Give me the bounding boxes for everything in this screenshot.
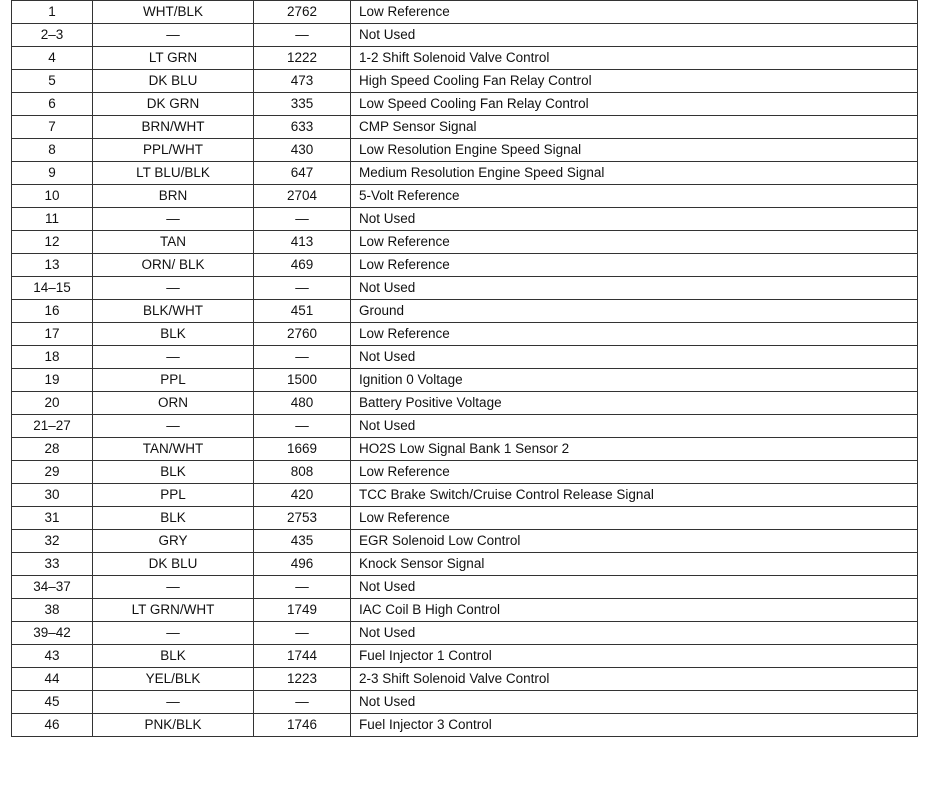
circuit-number-cell: 1744: [254, 645, 351, 668]
pin-function-cell: Low Speed Cooling Fan Relay Control: [351, 93, 918, 116]
table-row: [12, 392, 918, 415]
pin-function-cell: Ground: [351, 300, 918, 323]
circuit-number-cell: —: [254, 576, 351, 599]
circuit-number-cell: 1749: [254, 599, 351, 622]
wire-color-cell: BLK: [93, 323, 254, 346]
pinout-table-body: [12, 1, 918, 737]
pin-number-cell: 46: [12, 714, 93, 737]
pin-number-cell: 7: [12, 116, 93, 139]
pin-function-cell: Medium Resolution Engine Speed Signal: [351, 162, 918, 185]
wire-color-cell: —: [93, 415, 254, 438]
circuit-number-cell: 1223: [254, 668, 351, 691]
table-row: [12, 438, 918, 461]
pin-function-cell: Low Reference: [351, 507, 918, 530]
table-row: [12, 300, 918, 323]
table-row: [12, 553, 918, 576]
table-row: [12, 1, 918, 24]
wire-color-cell: DK BLU: [93, 553, 254, 576]
pin-function-cell: Not Used: [351, 576, 918, 599]
wire-color-cell: ORN/ BLK: [93, 254, 254, 277]
pin-number-cell: 39–42: [12, 622, 93, 645]
circuit-number-cell: 1500: [254, 369, 351, 392]
table-row: [12, 116, 918, 139]
circuit-number-cell: —: [254, 415, 351, 438]
pin-number-cell: 13: [12, 254, 93, 277]
circuit-number-cell: 420: [254, 484, 351, 507]
pin-function-cell: 1-2 Shift Solenoid Valve Control: [351, 47, 918, 70]
pin-number-cell: 18: [12, 346, 93, 369]
pin-function-cell: TCC Brake Switch/Cruise Control Release Signal: [351, 484, 918, 507]
pin-number-cell: 4: [12, 47, 93, 70]
wire-color-cell: BLK/WHT: [93, 300, 254, 323]
wire-color-cell: PPL/WHT: [93, 139, 254, 162]
table-row: [12, 530, 918, 553]
wire-color-cell: BRN/WHT: [93, 116, 254, 139]
pin-number-cell: 1: [12, 1, 93, 24]
circuit-number-cell: —: [254, 24, 351, 47]
pin-function-cell: High Speed Cooling Fan Relay Control: [351, 70, 918, 93]
circuit-number-cell: 808: [254, 461, 351, 484]
pin-function-cell: Fuel Injector 1 Control: [351, 645, 918, 668]
circuit-number-cell: 1746: [254, 714, 351, 737]
wire-color-cell: LT BLU/BLK: [93, 162, 254, 185]
table-row: [12, 461, 918, 484]
table-row: [12, 645, 918, 668]
pin-function-cell: IAC Coil B High Control: [351, 599, 918, 622]
wire-color-cell: BLK: [93, 461, 254, 484]
table-row: [12, 93, 918, 116]
circuit-number-cell: 451: [254, 300, 351, 323]
pin-function-cell: Low Resolution Engine Speed Signal: [351, 139, 918, 162]
pin-function-cell: Low Reference: [351, 323, 918, 346]
table-row: [12, 714, 918, 737]
circuit-number-cell: —: [254, 622, 351, 645]
pin-function-cell: Not Used: [351, 691, 918, 714]
pin-number-cell: 6: [12, 93, 93, 116]
table-row: [12, 47, 918, 70]
wire-color-cell: TAN/WHT: [93, 438, 254, 461]
circuit-number-cell: 413: [254, 231, 351, 254]
table-row: [12, 208, 918, 231]
table-row: [12, 369, 918, 392]
wire-color-cell: DK BLU: [93, 70, 254, 93]
table-row: [12, 346, 918, 369]
pin-number-cell: 28: [12, 438, 93, 461]
pin-function-cell: Not Used: [351, 415, 918, 438]
pin-function-cell: 5-Volt Reference: [351, 185, 918, 208]
circuit-number-cell: —: [254, 208, 351, 231]
table-row: [12, 622, 918, 645]
table-row: [12, 507, 918, 530]
wire-color-cell: —: [93, 24, 254, 47]
table-row: [12, 24, 918, 47]
pin-number-cell: 9: [12, 162, 93, 185]
table-row: [12, 277, 918, 300]
pin-number-cell: 2–3: [12, 24, 93, 47]
pin-number-cell: 32: [12, 530, 93, 553]
table-row: [12, 323, 918, 346]
pin-function-cell: HO2S Low Signal Bank 1 Sensor 2: [351, 438, 918, 461]
circuit-number-cell: 2753: [254, 507, 351, 530]
pin-number-cell: 33: [12, 553, 93, 576]
pin-number-cell: 19: [12, 369, 93, 392]
wire-color-cell: —: [93, 208, 254, 231]
pin-function-cell: Fuel Injector 3 Control: [351, 714, 918, 737]
wire-color-cell: —: [93, 622, 254, 645]
circuit-number-cell: 473: [254, 70, 351, 93]
circuit-number-cell: —: [254, 346, 351, 369]
pin-number-cell: 8: [12, 139, 93, 162]
circuit-number-cell: 2762: [254, 1, 351, 24]
pin-number-cell: 31: [12, 507, 93, 530]
circuit-number-cell: 647: [254, 162, 351, 185]
circuit-number-cell: —: [254, 277, 351, 300]
pin-function-cell: Low Reference: [351, 1, 918, 24]
circuit-number-cell: 435: [254, 530, 351, 553]
table-row: [12, 162, 918, 185]
wire-color-cell: BRN: [93, 185, 254, 208]
pin-number-cell: 12: [12, 231, 93, 254]
pin-function-cell: 2-3 Shift Solenoid Valve Control: [351, 668, 918, 691]
table-row: [12, 70, 918, 93]
table-row: [12, 185, 918, 208]
circuit-number-cell: 1222: [254, 47, 351, 70]
pin-number-cell: 21–27: [12, 415, 93, 438]
circuit-number-cell: 469: [254, 254, 351, 277]
wire-color-cell: PNK/BLK: [93, 714, 254, 737]
table-row: [12, 139, 918, 162]
table-row: [12, 484, 918, 507]
pin-function-cell: Not Used: [351, 24, 918, 47]
pin-number-cell: 14–15: [12, 277, 93, 300]
pin-number-cell: 45: [12, 691, 93, 714]
table-row: [12, 599, 918, 622]
pin-number-cell: 16: [12, 300, 93, 323]
wire-color-cell: BLK: [93, 645, 254, 668]
circuit-number-cell: 1669: [254, 438, 351, 461]
circuit-number-cell: 496: [254, 553, 351, 576]
circuit-number-cell: 430: [254, 139, 351, 162]
pin-number-cell: 29: [12, 461, 93, 484]
wire-color-cell: —: [93, 277, 254, 300]
wire-color-cell: WHT/BLK: [93, 1, 254, 24]
table-row: [12, 668, 918, 691]
wire-color-cell: —: [93, 346, 254, 369]
wire-color-cell: —: [93, 576, 254, 599]
circuit-number-cell: 2760: [254, 323, 351, 346]
wire-color-cell: YEL/BLK: [93, 668, 254, 691]
pin-number-cell: 38: [12, 599, 93, 622]
pin-function-cell: Low Reference: [351, 461, 918, 484]
pin-function-cell: Low Reference: [351, 231, 918, 254]
pin-number-cell: 34–37: [12, 576, 93, 599]
wire-color-cell: —: [93, 691, 254, 714]
pin-function-cell: Not Used: [351, 622, 918, 645]
pin-number-cell: 17: [12, 323, 93, 346]
wire-color-cell: PPL: [93, 369, 254, 392]
circuit-number-cell: 2704: [254, 185, 351, 208]
pin-function-cell: Low Reference: [351, 254, 918, 277]
pin-function-cell: Battery Positive Voltage: [351, 392, 918, 415]
circuit-number-cell: 633: [254, 116, 351, 139]
pin-function-cell: Not Used: [351, 346, 918, 369]
pin-function-cell: Ignition 0 Voltage: [351, 369, 918, 392]
wire-color-cell: DK GRN: [93, 93, 254, 116]
pin-function-cell: CMP Sensor Signal: [351, 116, 918, 139]
wire-color-cell: BLK: [93, 507, 254, 530]
table-row: [12, 576, 918, 599]
wire-color-cell: LT GRN: [93, 47, 254, 70]
pin-number-cell: 11: [12, 208, 93, 231]
pin-number-cell: 5: [12, 70, 93, 93]
pin-number-cell: 20: [12, 392, 93, 415]
wire-color-cell: LT GRN/WHT: [93, 599, 254, 622]
pin-function-cell: Knock Sensor Signal: [351, 553, 918, 576]
pin-number-cell: 10: [12, 185, 93, 208]
wire-color-cell: ORN: [93, 392, 254, 415]
pin-number-cell: 44: [12, 668, 93, 691]
circuit-number-cell: 335: [254, 93, 351, 116]
wire-color-cell: TAN: [93, 231, 254, 254]
table-row: [12, 691, 918, 714]
pin-function-cell: Not Used: [351, 277, 918, 300]
connector-pinout-table: [11, 0, 918, 737]
pin-number-cell: 43: [12, 645, 93, 668]
table-row: [12, 415, 918, 438]
pin-function-cell: EGR Solenoid Low Control: [351, 530, 918, 553]
table-row: [12, 254, 918, 277]
table-row: [12, 231, 918, 254]
pin-function-cell: Not Used: [351, 208, 918, 231]
wire-color-cell: GRY: [93, 530, 254, 553]
wire-color-cell: PPL: [93, 484, 254, 507]
circuit-number-cell: 480: [254, 392, 351, 415]
pin-number-cell: 30: [12, 484, 93, 507]
circuit-number-cell: —: [254, 691, 351, 714]
